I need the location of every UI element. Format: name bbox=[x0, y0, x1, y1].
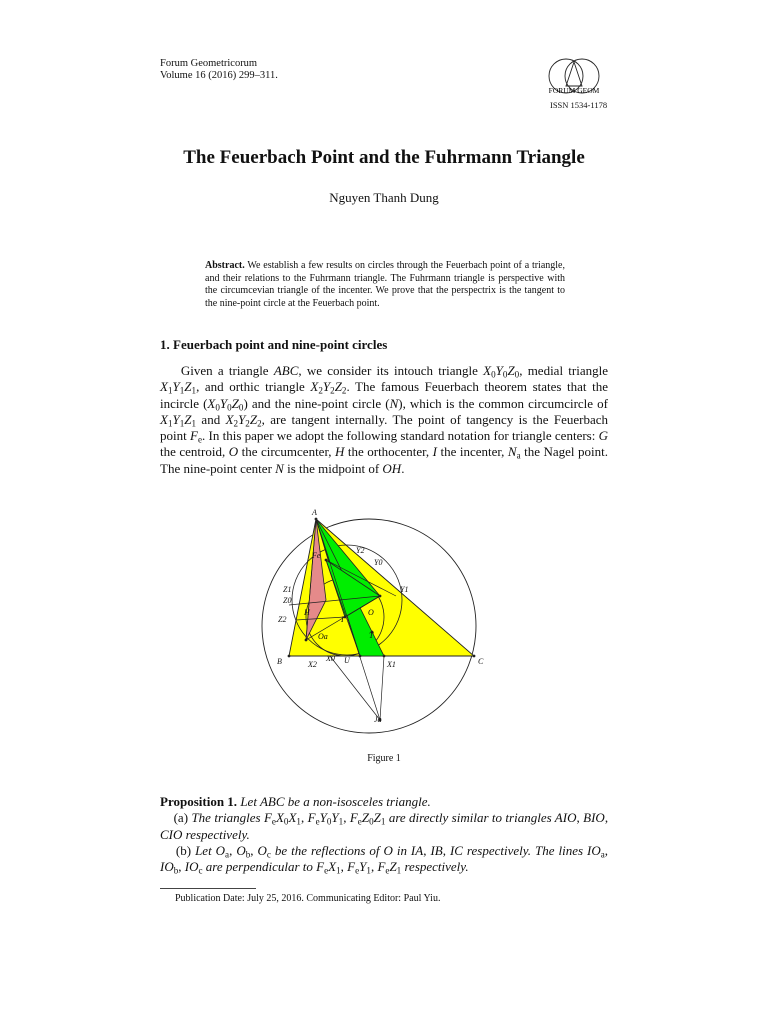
abstract: Abstract. We establish a few results on circles through the Feuerbach point of a triangle, and their relations to the Fuhrmann triangle. The Fuhrmann triangle is perspective with the circumcevian triangle of the incenter. We prove that the perspectrix is the tangent to the nine-point circle at the Feuerbach point. bbox=[205, 260, 565, 309]
proposition-part-b: (b) Let $O_a$, $O_b$, $O_c$ be the reflections of O in IA, IB, IC respectively. The lines $IO_a$, $IO_b$, $IO_c$ are perpendicular to $F_eX_1$, $F_eY_1$, $F_eZ_1$ respectively. bbox=[160, 842, 609, 876]
abstract-label: Abstract bbox=[205, 260, 243, 271]
proposition-head: Proposition 1. bbox=[160, 794, 238, 809]
footnote: Publication Date: July 25, 2016. Communicating Editor: Paul Yiu. bbox=[175, 893, 441, 904]
label-x2: X2 bbox=[308, 660, 317, 669]
proposition-statement bbox=[160, 794, 608, 810]
figure-1 bbox=[0, 500, 768, 750]
label-b: B bbox=[277, 657, 282, 666]
proposition-text: Let ABC be a non-isosceles triangle. bbox=[240, 794, 431, 809]
label-o: O bbox=[368, 608, 374, 617]
label-y0: Y0 bbox=[374, 558, 383, 567]
paper-title: The Feuerbach Point and the Fuhrmann Triangle bbox=[183, 147, 585, 168]
journal-info bbox=[160, 58, 278, 82]
label-h: H bbox=[304, 608, 310, 617]
label-i: I bbox=[341, 615, 344, 624]
abstract-text: We establish a few results on circles through the Feuerbach point of a triangle, and their relations to the Fuhrmann triangle. The Fuhrmann triangle is perspective with the circumcevian triangle of the incenter. We prove that the perspectrix is the tangent to the nine-point circle at the Feuerbach point. bbox=[205, 260, 565, 309]
label-u: U bbox=[344, 656, 350, 665]
label-oa: Oa bbox=[318, 632, 328, 641]
section-paragraph: Given a triangle ABC, we consider its intouch triangle $X_0Y_0Z_0$, medial triangle $X_1Y_1Z_1$, and orthic triangle $X_2Y_2Z_2$. The famous Feuerbach theorem states that the incircle $(X_0Y_0Z_0)$ and the nine-point circle (N), which is the common circumcircle of $X_1Y_1Z_1$ and $X_2Y_2Z_2$, are tangent internally. The point of tangency is the Feuerbach point $F_e$. In this paper we adopt the following standard notation for triangle centers: G the centroid, O the circumcenter, H the orthocenter, I the incenter, $N_a$ the Nagel point. The nine-point center N is the midpoint of OH. bbox=[160, 363, 608, 476]
label-z2: Z2 bbox=[278, 615, 287, 624]
issn: ISSN 1534-1178 bbox=[550, 100, 608, 110]
section-heading: 1. Feuerbach point and nine-point circles bbox=[160, 337, 388, 352]
label-x1: X1 bbox=[387, 660, 396, 669]
part-b-label: (b) bbox=[175, 842, 192, 858]
label-y1: Y1 bbox=[400, 585, 409, 594]
label-x0: X0 bbox=[326, 654, 335, 663]
proposition-part-a: (a) The triangles $F_eX_0X_1$, $F_eY_0Y_1$, $F_eZ_0Z_1$ are directly similar to triangles AIO, BIO, CIO respectively. bbox=[160, 810, 609, 842]
label-c: C bbox=[478, 657, 484, 666]
label-y2: Y2 bbox=[356, 546, 365, 555]
label-t: T bbox=[369, 631, 374, 640]
figure-caption: Figure 1 bbox=[367, 753, 401, 764]
logo-text: FORUM GEOM bbox=[548, 86, 600, 95]
footnote-rule bbox=[160, 888, 256, 889]
author: Nguyen Thanh Dung bbox=[329, 190, 439, 205]
label-a: A bbox=[312, 508, 317, 517]
journal-volume: Volume 16 (2016) 299–311. bbox=[160, 70, 278, 81]
label-z0: Z0 bbox=[283, 596, 292, 605]
journal-name: Forum Geometricorum bbox=[160, 58, 258, 69]
label-ja: Ja bbox=[374, 715, 382, 724]
part-a-label: (a) bbox=[173, 810, 189, 826]
label-fe: Fe bbox=[312, 551, 321, 560]
proposition-1 bbox=[160, 794, 608, 875]
label-z1: Z1 bbox=[283, 585, 292, 594]
